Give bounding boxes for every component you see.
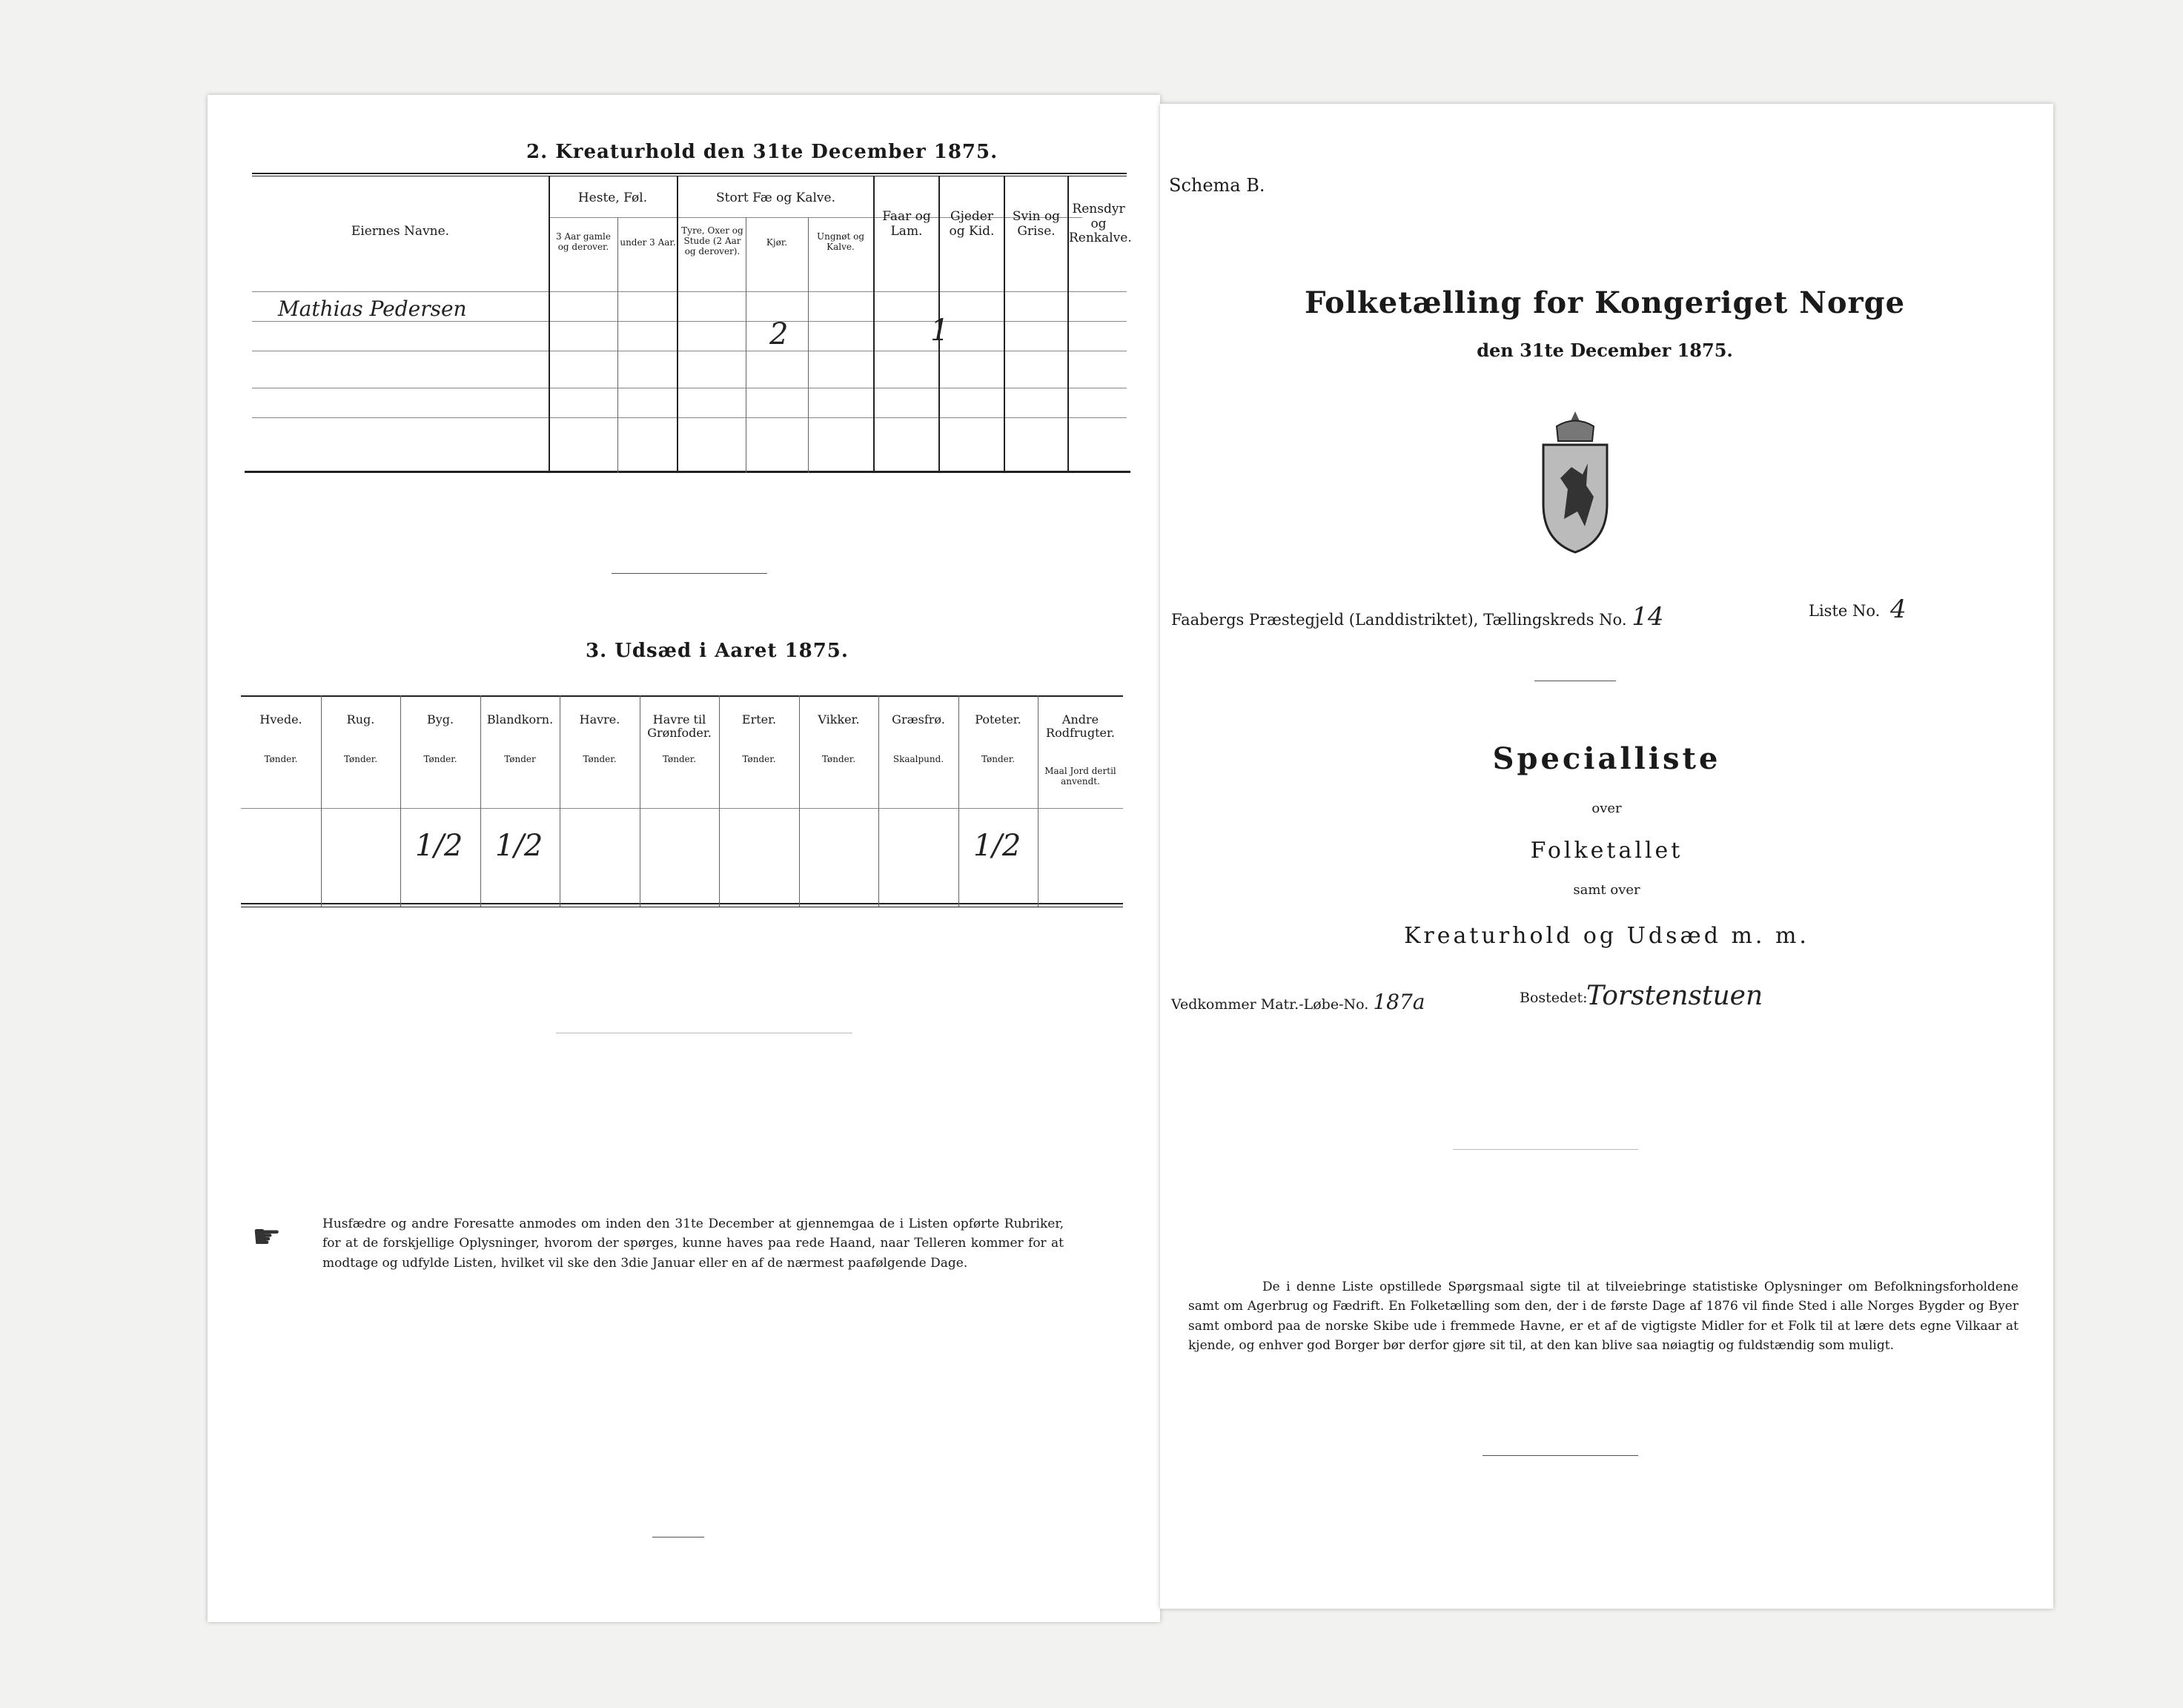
sowing-col-unit: Tønder. <box>583 754 617 764</box>
matr-label: Vedkommer Matr.-Løbe-No. <box>1171 996 1369 1013</box>
sowing-col-name: Vikker. <box>818 712 860 726</box>
sowing-col-unit: Tønder. <box>662 754 697 764</box>
parish-label: Faabergs Præstegjeld (Landdistriktet), Tællingskreds No. <box>1171 611 1627 629</box>
livestock-table <box>252 173 1132 491</box>
pigs-header: Svin og Grise. <box>1012 209 1061 239</box>
right-page <box>1160 104 2053 1609</box>
liste-label: Liste No. <box>1809 602 1881 620</box>
horses-sub2-header: under 3 Aar. <box>620 237 676 248</box>
over-1: over <box>1591 801 1622 816</box>
kreaturhold-label: Kreaturhold og Udsæd m. m. <box>1404 923 1809 949</box>
footer-text: De i denne Liste opstillede Spørgsmaal sigte til at tilveiebringe statistiske Oplysninger om Befolkningsforholdene samt om Agerbrug og Fædrift. En Folketælling som den, der i de første Dage af 1876 vil finde Sted i alle Norges Bygder og Byer samt ombord paa de norske Skibe ude i fremmede Havne, er et af de vigtigste Midler for et Folk til at lære dets egne Vilkaar at kjende, og enhver god Borger bør derfor gjøre sit til, at den kan blive saa nøiagtig og fuldstændig som muligt. <box>1188 1280 2018 1354</box>
census-date: den 31te December 1875. <box>1477 340 1733 361</box>
left-page <box>208 95 1160 1622</box>
parish-line <box>1171 595 2046 632</box>
sowing-col-name: Hvede. <box>259 712 302 726</box>
goats-header: Gjeder og Kid. <box>949 209 995 239</box>
specialliste-title: Specialliste <box>1492 741 1721 776</box>
cattle-sub2-header: Kjør. <box>766 237 788 248</box>
divider-right-3 <box>1483 1455 1638 1456</box>
liste-number: 4 <box>1890 595 1907 624</box>
sowing-col-unit: Skaalpund. <box>892 754 944 764</box>
cattle-group-header: Stort Fæ og Kalve. <box>716 191 835 205</box>
matr-line <box>1171 981 2046 1014</box>
sowing-col-name: Græsfrø. <box>892 712 945 726</box>
pointing-hand-icon: ☛ <box>252 1218 282 1256</box>
sowing-col-unit: Tønder <box>504 754 536 764</box>
divider <box>612 573 767 574</box>
main-title: Folketælling for Kongeriget Norge <box>1304 285 1906 320</box>
sowing-col-name: Byg. <box>426 712 454 726</box>
sowing-col-name: Andre Rodfrugter. <box>1046 712 1115 741</box>
livestock-title: 2. Kreaturhold den 31te December 1875. <box>526 141 998 163</box>
sowing-title: 3. Udsæd i Aaret 1875. <box>586 640 849 662</box>
sowing-col-name: Erter. <box>741 712 777 726</box>
cattle-sub3-header: Ungnøt og Kalve. <box>816 231 865 252</box>
divider-right-2 <box>1453 1149 1638 1150</box>
sowing-col-name: Blandkorn. <box>486 712 554 726</box>
owner-col-header: Eiernes Navne. <box>351 224 450 239</box>
horses-sub1-header: 3 Aar gamle og derover. <box>556 231 611 252</box>
matr-number: 187a <box>1373 990 1425 1014</box>
samt-over: samt over <box>1573 882 1640 898</box>
sowing-col-unit: Tønder. <box>343 754 378 764</box>
schema-label: Schema B. <box>1169 175 1265 196</box>
kreds-number: 14 <box>1632 602 1664 632</box>
notice-text: Husfædre og andre Foresatte anmodes om inden den 31te December at gjennemgaa de i Listen opførte Rubriker, for at de forskjellige Oplysninger, hvorom der spørges, kunne haves paa rede Haand, naar Telleren kommer for at modtage og udfylde Listen, hvilket vil ske den 3die Januar eller en af de nærmest paafølgende Dage. <box>322 1217 1064 1271</box>
sowing-value: 1/2 <box>973 829 1021 863</box>
bostedet-value: Torstenstuen <box>1586 981 1763 1011</box>
sheep-header: Faar og Lam. <box>882 209 931 239</box>
sowing-col-unit: Tønder. <box>264 754 298 764</box>
sowing-col-name: Havre. <box>579 712 620 726</box>
cattle-sub1-header: Tyre, Oxer og Stude (2 Aar og derover). <box>681 225 743 256</box>
sowing-col-unit: Tønder. <box>423 754 457 764</box>
cows-value: 2 <box>769 317 789 351</box>
folketallet-label: Folketallet <box>1530 838 1683 864</box>
sowing-value: 1/2 <box>415 829 463 863</box>
sowing-col-name: Rug. <box>346 712 375 726</box>
sheep-value: 1 <box>930 314 950 348</box>
owner-name: Mathias Pedersen <box>278 297 467 321</box>
sowing-col-unit: Tønder. <box>742 754 776 764</box>
sowing-col-name: Poteter. <box>975 712 1021 726</box>
horses-group-header: Heste, Føl. <box>577 191 648 205</box>
bostedet-label: Bostedet: <box>1520 990 1588 1006</box>
sowing-value: 1/2 <box>495 829 543 863</box>
sowing-col-name: Havre til Grønfoder. <box>647 712 712 741</box>
reindeer-header: Rensdyr og Renkalve. <box>1069 202 1132 246</box>
coat-of-arms-icon <box>1534 408 1616 556</box>
sowing-col-unit: Tønder. <box>821 754 856 764</box>
sowing-col-unit: Maal Jord dertil anvendt. <box>1044 766 1116 787</box>
sowing-col-unit: Tønder. <box>981 754 1016 764</box>
sowing-table <box>241 695 1123 962</box>
